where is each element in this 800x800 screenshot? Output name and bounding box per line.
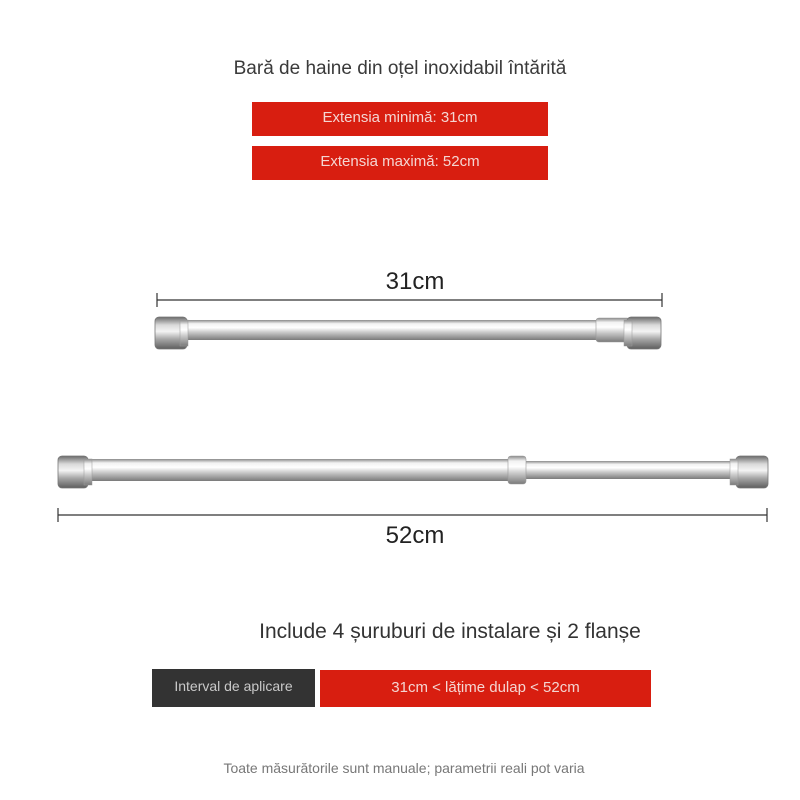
min-extension-badge: Extensia minimă: 31cm — [252, 102, 548, 136]
measurement-disclaimer: Toate măsurătorile sunt manuale; parametrii reali pot varia — [223, 760, 585, 776]
long-rod — [58, 456, 768, 488]
short-rod — [155, 317, 661, 349]
application-interval-label: Interval de aplicare — [152, 669, 315, 707]
long-rod-length-label: 52cm — [385, 522, 445, 549]
package-includes-text: Include 4 șuruburi de instalare și 2 flanșe — [259, 620, 641, 643]
application-range-badge: 31cm < lățime dulap < 52cm — [320, 670, 651, 707]
max-extension-badge: Extensia maximă: 52cm — [252, 146, 548, 180]
short-rod-length-label: 31cm — [385, 268, 445, 295]
long-dimension-line — [58, 508, 767, 522]
product-title: Bară de haine din oțel inoxidabil întărită — [233, 58, 567, 79]
